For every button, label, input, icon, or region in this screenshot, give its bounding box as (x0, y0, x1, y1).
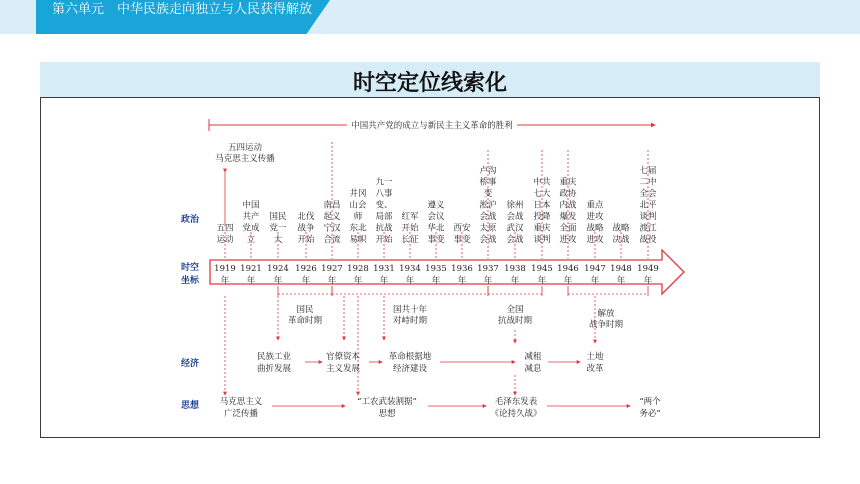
event-label: 卢沟 (479, 166, 497, 176)
event-label: 会战 (506, 235, 524, 245)
year-suffix: 年 (510, 276, 520, 286)
event-label: 八事 (375, 189, 393, 199)
event-label: 武汉 (506, 223, 524, 234)
event-label: 遵义 (427, 200, 445, 211)
event-label: 会议 (427, 212, 445, 222)
event-label: 东北 (349, 223, 367, 234)
economy-item: 革命根据地 (388, 352, 432, 362)
year-label: 1935 (425, 264, 447, 274)
row-label-politics: 政治 (180, 215, 200, 225)
event-label: 党一 (269, 223, 287, 234)
period-label: 战争时期 (588, 320, 624, 330)
event-label: 进攻 (586, 212, 604, 222)
year-label: 1936 (451, 264, 473, 274)
event-label: 重庆 (559, 177, 577, 188)
event-label: 战略 (586, 223, 604, 234)
event-label: 决战 (612, 235, 630, 245)
period-label: 国民 (296, 305, 314, 315)
event-label: 全会 (639, 189, 657, 199)
event-label: 易帜 (349, 235, 367, 245)
thought-item: “工农武装割据” (357, 397, 417, 407)
event-label: 长征 (401, 235, 419, 245)
event-label: 红军 (401, 212, 419, 222)
event-label: 政协 (559, 189, 577, 199)
event-label: 事变 (453, 235, 471, 245)
thought-item: 广泛传播 (223, 409, 259, 419)
year-label: 1934 (399, 264, 421, 274)
event-label: 局部 (375, 212, 393, 222)
event-label: 会战 (479, 235, 497, 245)
row-label-economy: 经济 (180, 359, 200, 369)
year-suffix: 年 (643, 276, 653, 286)
event-label: 爆发 (559, 212, 577, 222)
event-label: 五四 (216, 223, 234, 234)
banner-label: 中国共产党的成立与新民主主义革命的胜利 (351, 121, 513, 131)
economy-item: 土地 (586, 352, 604, 362)
row-label-thought: 思想 (180, 401, 200, 411)
thought-item: 务必” (639, 409, 661, 419)
row-label-axis: 时空 (180, 263, 200, 273)
event-label: 井冈 (349, 189, 367, 199)
event-label: 运动 (216, 235, 234, 245)
event-label: 太原 (479, 223, 497, 234)
event-label: 事变 (427, 235, 445, 245)
event-label: 进攻 (559, 235, 577, 245)
period-label: 国共十年 (392, 305, 428, 315)
year-label: 1938 (504, 264, 526, 274)
year-suffix: 年 (405, 276, 415, 286)
top-event-label: 五四运动 (227, 143, 263, 153)
year-suffix: 年 (563, 276, 573, 286)
economy-item: 减息 (524, 364, 542, 374)
event-label: 桥事 (479, 177, 497, 188)
economy-item: 经济建设 (392, 364, 428, 374)
event-label: 变、 (375, 200, 393, 211)
event-label: 合流 (323, 235, 341, 245)
year-suffix: 年 (273, 276, 283, 286)
year-suffix: 年 (220, 276, 230, 286)
year-label: 1927 (321, 264, 343, 274)
period-label: 对峙时期 (392, 316, 428, 326)
event-label: 西安 (453, 223, 471, 234)
event-label: 投降 (533, 212, 551, 222)
period-label: 解放 (597, 309, 615, 319)
year-suffix: 年 (616, 276, 626, 286)
event-label: 战略 (612, 223, 630, 234)
year-label: 1949 (637, 264, 659, 274)
year-label: 1946 (557, 264, 579, 274)
year-label: 1924 (267, 264, 289, 274)
economy-item: 主义发展 (325, 364, 361, 374)
event-label: 北平 (639, 200, 657, 211)
year-suffix: 年 (457, 276, 467, 286)
economy-item: 改革 (586, 364, 604, 374)
event-label: 中共 (533, 177, 551, 188)
event-label: 开始 (297, 235, 315, 245)
event-label: 国民 (269, 212, 287, 222)
event-label: 日本 (533, 200, 551, 211)
year-suffix: 年 (431, 276, 441, 286)
page-title: 时空定位线索化 (352, 71, 507, 96)
year-suffix: 年 (379, 276, 389, 286)
economy-item: 民族工业 (256, 352, 292, 362)
year-label: 1947 (584, 264, 606, 274)
thought-item: “两个 (639, 397, 661, 407)
event-label: 渡江 (639, 223, 657, 234)
event-label: 二中 (639, 177, 657, 188)
thought-item: 《论持久战》 (490, 409, 542, 419)
year-label: 1921 (240, 264, 262, 274)
year-label: 1948 (610, 264, 632, 274)
event-label: 九一 (375, 177, 393, 188)
year-label: 1919 (214, 264, 236, 274)
year-suffix: 年 (301, 276, 311, 286)
event-label: 开始 (375, 235, 393, 245)
event-label: 全面 (559, 223, 577, 234)
event-label: 党成 (242, 223, 260, 234)
event-label: 内战 (559, 200, 577, 211)
period-label: 革命时期 (287, 316, 323, 326)
event-label: 抗战 (375, 223, 393, 234)
year-suffix: 年 (537, 276, 547, 286)
event-label: 七届 (639, 166, 657, 176)
period-label: 抗战时期 (497, 316, 533, 326)
year-suffix: 年 (246, 276, 256, 286)
event-label: 山会 (349, 200, 367, 211)
event-label: 徐州 (506, 200, 524, 211)
year-suffix: 年 (590, 276, 600, 286)
event-label: 变 (483, 189, 493, 199)
year-suffix: 年 (483, 276, 493, 286)
event-label: 重庆 (533, 223, 551, 234)
event-label: 南昌 (323, 200, 341, 211)
year-label: 1926 (295, 264, 317, 274)
event-label: 会战 (479, 212, 497, 222)
thought-item: 思想 (378, 409, 396, 419)
year-label: 1937 (477, 264, 499, 274)
event-label: 大 (273, 235, 283, 245)
economy-item: 减租 (524, 352, 542, 362)
year-suffix: 年 (327, 276, 337, 286)
period-label: 全国 (506, 305, 524, 315)
event-label: 立 (246, 235, 256, 245)
year-label: 1945 (531, 264, 553, 274)
event-label: 进攻 (586, 235, 604, 245)
event-label: 七大 (533, 189, 551, 199)
row-label-axis: 坐标 (180, 276, 200, 286)
economy-item: 曲折发展 (256, 364, 292, 374)
event-label: 战役 (639, 235, 657, 245)
event-label: 共产 (242, 212, 260, 222)
event-label: 谈判 (533, 235, 551, 245)
event-label: 起义 (323, 212, 341, 222)
event-label: 谈判 (639, 212, 657, 222)
thought-item: 马克思主义 (219, 397, 263, 407)
top-event-label: 马克思主义传播 (215, 154, 275, 164)
economy-item: 官僚资本 (325, 352, 361, 362)
event-label: 淞沪 (479, 200, 497, 211)
event-label: 重点 (586, 200, 604, 211)
thought-item: 毛泽东发表 (494, 397, 538, 407)
event-label: 华北 (427, 223, 445, 234)
event-label: 师 (353, 212, 363, 222)
year-label: 1928 (347, 264, 369, 274)
event-label: 北伐 (297, 212, 315, 222)
year-suffix: 年 (353, 276, 363, 286)
event-label: 宁汉 (323, 223, 341, 234)
event-label: 战争 (297, 223, 315, 234)
event-label: 会战 (506, 212, 524, 222)
unit-title: 第六单元 中华民族走向独立与人民获得解放 (52, 2, 313, 17)
event-label: 中国 (242, 200, 260, 211)
year-label: 1931 (373, 264, 395, 274)
event-label: 开始 (401, 223, 419, 234)
